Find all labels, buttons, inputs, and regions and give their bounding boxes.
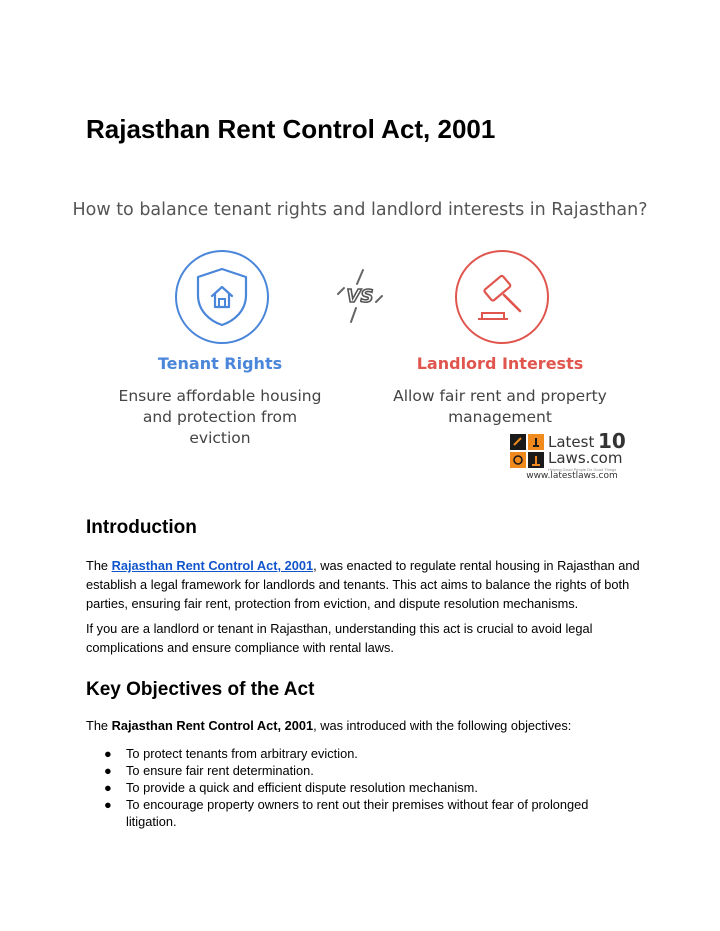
bullet: ●	[104, 746, 112, 761]
gavel-icon	[474, 269, 530, 325]
tenant-description	[105, 386, 335, 449]
objectives-list	[104, 745, 624, 830]
vs-icon	[334, 268, 386, 329]
tenant-desc-line: and protection from	[142, 408, 298, 426]
list-item-text: To protect tenants from arbitrary eviction.	[126, 746, 358, 761]
objectives-heading: Key Objectives of the Act	[86, 679, 315, 700]
logo-url: www.latestlaws.com	[526, 471, 618, 481]
landlord-desc-line: management	[448, 408, 552, 426]
list-item	[104, 796, 624, 830]
intro-text-before: The	[86, 558, 112, 573]
intro-paragraph-1	[86, 556, 646, 613]
latestlaws-logo	[510, 430, 630, 486]
bullet: ●	[104, 763, 112, 778]
logo-text-latest: Latest	[548, 433, 595, 451]
page-title: Rajasthan Rent Control Act, 2001	[86, 114, 496, 144]
landlord-title: Landlord Interests	[416, 354, 584, 373]
logo-text-laws: Laws.com	[548, 449, 623, 467]
objectives-intro-after: , was introduced with the following objectives:	[313, 718, 572, 733]
list-item	[104, 762, 624, 779]
list-item-text: To encourage property owners to rent out their premises without fear of prolonged litigation.	[126, 797, 589, 829]
intro-text-after: , was enacted to regulate rental housing in Rajasthan and establish a legal framework for landlords and tenants. This act aims to balance the rights of both parties, ensuring fair rent, protection from eviction, and dispute resolution mechanisms.	[86, 558, 640, 611]
tenant-desc-line: Ensure affordable housing	[118, 387, 322, 405]
vs-label: VS	[346, 286, 374, 307]
objectives-intro-before: The	[86, 718, 112, 733]
bullet: ●	[104, 797, 112, 812]
list-item-text: To provide a quick and efficient dispute resolution mechanism.	[126, 780, 478, 795]
landlord-circle	[455, 250, 549, 344]
landlord-desc-line: Allow fair rent and property	[393, 387, 607, 405]
intro-paragraph-2: If you are a landlord or tenant in Rajasthan, understanding this act is crucial to avoid legal complications and ensure compliance with rental laws.	[86, 621, 593, 655]
introduction-heading: Introduction	[86, 517, 197, 538]
list-item	[104, 779, 624, 796]
list-item-text: To ensure fair rent determination.	[126, 763, 314, 778]
logo-tagline: Helping Good People Do Good Things	[548, 467, 617, 472]
list-item	[104, 745, 624, 762]
infographic-question: How to balance tenant rights and landlord interests in Rajasthan?	[72, 200, 648, 220]
tenant-circle	[175, 250, 269, 344]
act-link[interactable]: Rajasthan Rent Control Act, 2001	[111, 558, 314, 573]
objectives-intro	[86, 716, 646, 735]
landlord-description	[385, 386, 615, 428]
infographic	[0, 190, 720, 500]
objectives-intro-act-name: Rajasthan Rent Control Act, 2001	[111, 718, 314, 733]
tenant-title: Tenant Rights	[157, 354, 283, 373]
bullet: ●	[104, 780, 112, 795]
logo-tiles-icon	[510, 434, 544, 468]
logo-ten-years: 10	[598, 429, 626, 453]
tenant-desc-line: eviction	[189, 429, 251, 447]
house-shield-icon	[194, 265, 250, 329]
